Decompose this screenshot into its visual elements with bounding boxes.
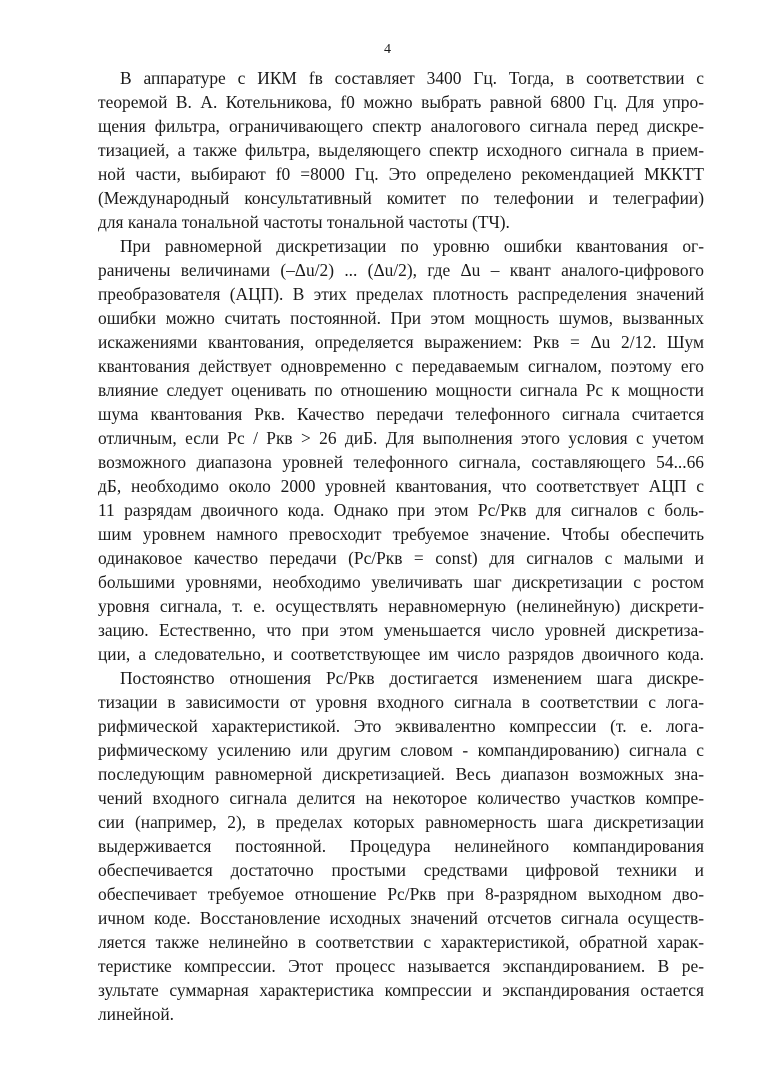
text-line: для канала тональной частоты тональной частоты (ТЧ).: [98, 212, 510, 232]
text-line: возможного диапазона уровней телефонного сигнала, составляющего 54...66: [98, 452, 704, 472]
text-line: (Международный консультативный комитет по телефонии и телеграфии): [98, 188, 704, 208]
text-line: теоремой В. А. Котельникова, f0 можно выбрать равной 6800 Гц. Для упро-: [98, 92, 704, 112]
text-line: последующим равномерной дискретизацией. Весь диапазон возможных зна-: [98, 764, 704, 784]
text-line: ошибки можно считать постоянной. При этом мощность шумов, вызванных: [98, 308, 704, 328]
text-line: теристике компрессии. Этот процесс называется экспандированием. В ре-: [98, 956, 704, 976]
text-line: уровня сигнала, т. е. осуществлять неравномерную (нелинейную) дискрети-: [98, 596, 704, 616]
text-line: преобразователя (АЦП). В этих пределах плотность распределения значений: [98, 284, 704, 304]
page-number: 4: [384, 42, 391, 57]
text-line: искажениями квантования, определяется выражением: Ркв = Δu 2/12. Шум: [98, 332, 704, 352]
text-line: одинаковое качество передачи (Рс/Ркв = const) для сигналов с малыми и: [98, 548, 704, 568]
text-line: ной части, выбирают f0 =8000 Гц. Это определено рекомендацией МККТТ: [98, 164, 704, 184]
text-line: выдерживается постоянной. Процедура нелинейного компандирования: [98, 836, 704, 856]
text-line: чений входного сигнала делится на некоторое количество участков компре-: [98, 788, 704, 808]
text-line: большими уровнями, необходимо увеличивать шаг дискретизации с ростом: [98, 572, 704, 592]
text-line: щения фильтра, ограничивающего спектр аналогового сигнала перед дискре-: [98, 116, 704, 136]
text-line: При равномерной дискретизации по уровню ошибки квантования ог-: [120, 236, 704, 256]
text-line: ции, а следовательно, и соответствующее им число разрядов двоичного кода.: [98, 644, 704, 664]
text-line: зацию. Естественно, что при этом уменьшается число уровней дискретиза-: [98, 620, 704, 640]
text-line: Постоянство отношения Рс/Ркв достигается изменением шага дискре-: [120, 668, 704, 688]
text-line: раничены величинами (–Δu/2) ... (Δu/2), где Δu – квант аналого-цифрового: [98, 260, 704, 280]
text-line: обеспечивает требуемое отношение Рс/Ркв при 8-разрядном выходном дво-: [98, 884, 704, 904]
text-line: рифмическому усилению или другим словом - компандированию) сигнала с: [98, 740, 704, 760]
text-line: зультате суммарная характеристика компрессии и экспандирования остается: [98, 980, 704, 1000]
text-line: В аппаратуре с ИКМ fв составляет 3400 Гц. Тогда, в соответствии с: [120, 68, 704, 88]
text-line: дБ, необходимо около 2000 уровней квантования, что соответствует АЦП с: [98, 476, 704, 496]
text-line: влияние следует оценивать по отношению мощности сигнала Рс к мощности: [98, 380, 704, 400]
text-line: квантования действует одновременно с передаваемым сигналом, поэтому его: [98, 356, 704, 376]
text-line: тизации в зависимости от уровня входного сигнала в соответствии с лога-: [98, 692, 704, 712]
text-line: шим уровнем намного превосходит требуемое значение. Чтобы обеспечить: [98, 524, 704, 544]
text-line: шума квантования Ркв. Качество передачи телефонного сигнала считается: [98, 404, 704, 424]
text-line: отличным, если Рс / Ркв > 26 диБ. Для выполнения этого условия с учетом: [98, 428, 704, 448]
text-line: ичном коде. Восстановление исходных значений отсчетов сигнала осуществ-: [98, 908, 704, 928]
text-line: рифмической характеристикой. Это эквивалентно компрессии (т. е. лога-: [98, 716, 704, 736]
text-line: сии (например, 2), в пределах которых равномерность шага дискретизации: [98, 812, 704, 832]
text-line: обеспечивается достаточно простыми средствами цифровой техники и: [98, 860, 704, 880]
text-line: тизацией, а также фильтра, выделяющего спектр исходного сигнала в прием-: [98, 140, 704, 160]
text-line: ляется также нелинейно в соответствии с характеристикой, обратной харак-: [98, 932, 704, 952]
text-line: линейной.: [98, 1004, 174, 1024]
text-line: 11 разрядам двоичного кода. Однако при этом Рс/Ркв для сигналов с боль-: [98, 500, 704, 520]
